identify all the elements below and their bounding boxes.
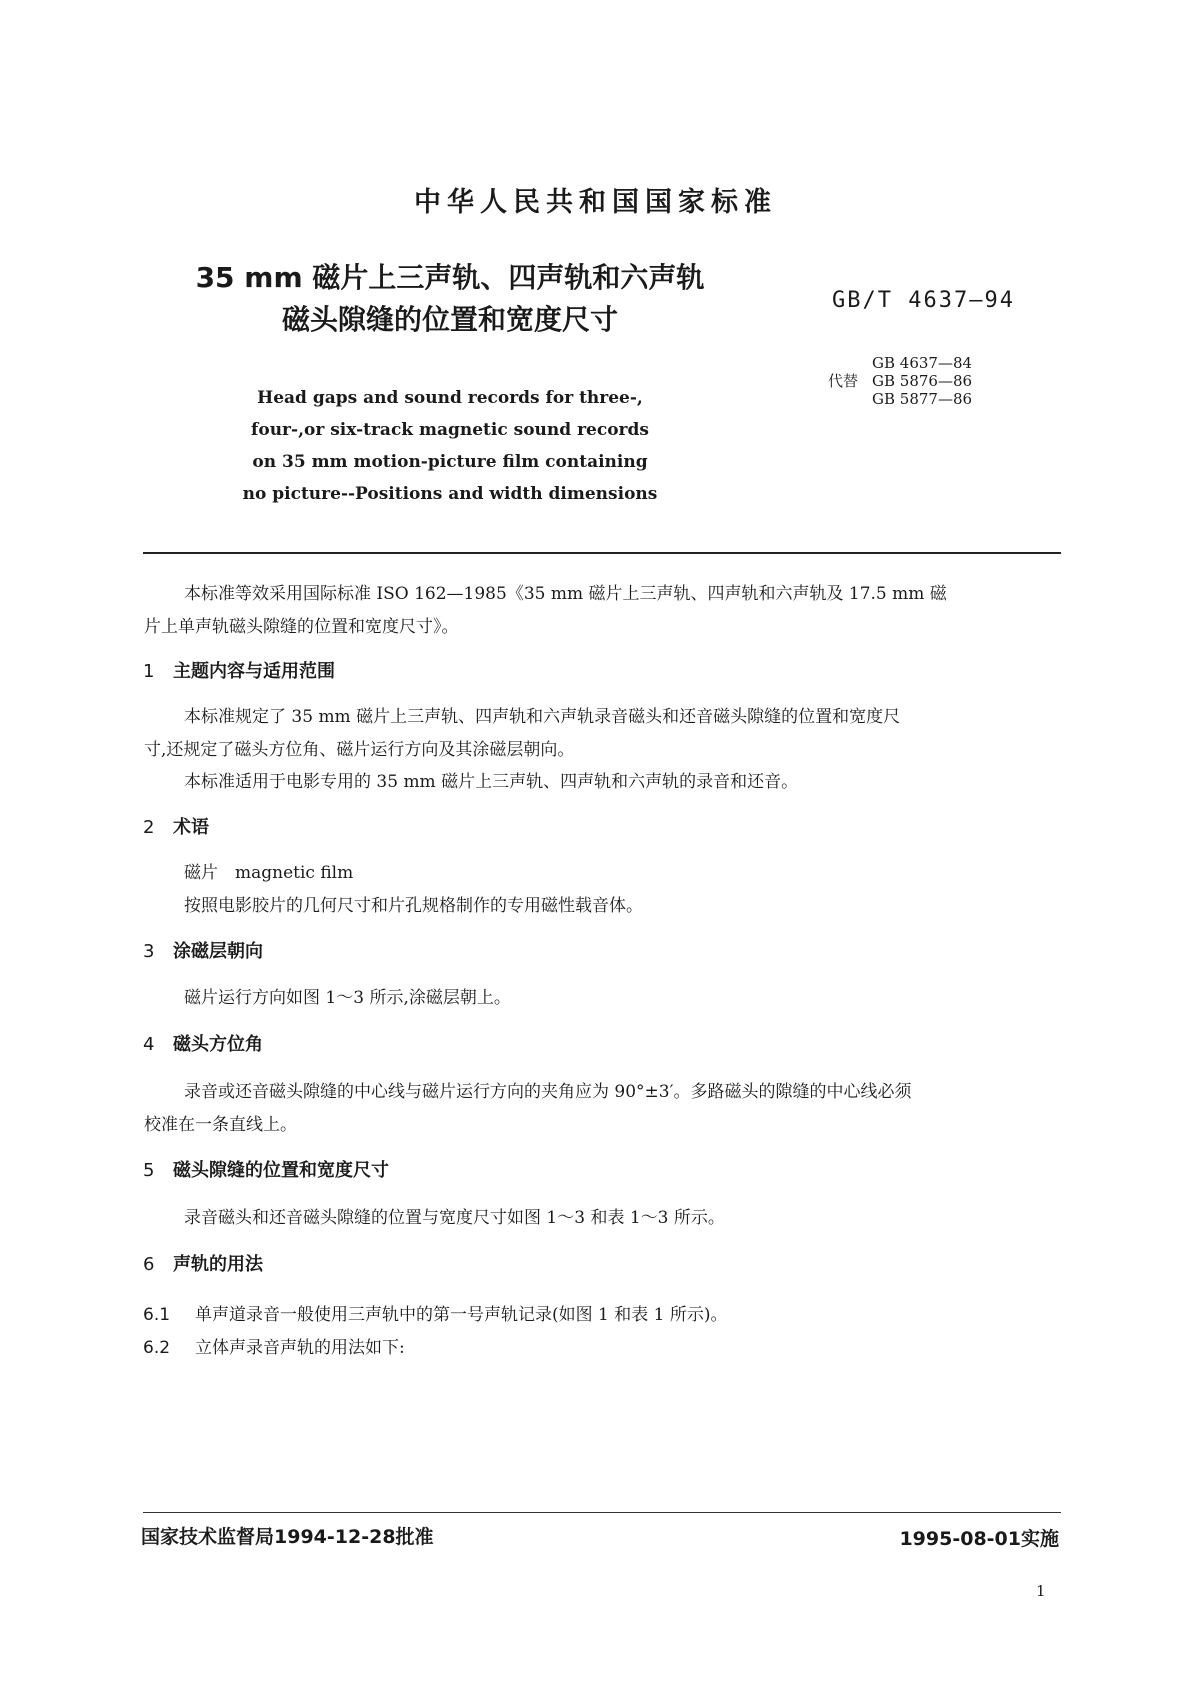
section-number: 5 — [143, 1160, 155, 1181]
section-heading — [143, 1250, 263, 1276]
subsection-number: 6.2 — [143, 1338, 171, 1358]
paragraph-line: 校准在一条直线上。 — [144, 1115, 297, 1135]
paragraph-line: 本标准规定了 35 mm 磁片上三声轨、四声轨和六声轨录音磁头和还音磁头隙缝的位置和宽度尺 — [184, 707, 901, 727]
title-en — [150, 382, 750, 510]
subsection — [143, 1300, 728, 1325]
page-number: 1 — [1036, 1582, 1046, 1600]
section-number: 1 — [143, 661, 155, 682]
subsection-text: 立体声录音声轨的用法如下: — [195, 1338, 405, 1358]
section-paragraph — [144, 1076, 912, 1142]
subsection-text: 单声道录音一般使用三声轨中的第一号声轨记录(如图 1 和表 1 所示)。 — [195, 1305, 728, 1325]
title-en-line: on 35 mm motion-picture film containing — [252, 452, 648, 472]
standard-number: GB/T 4637—94 — [832, 288, 1015, 313]
approval-date: 国家技术监督局1994-12-28批准 — [141, 1526, 434, 1548]
section-heading — [143, 1156, 389, 1182]
paragraph-line: 按照电影胶片的几何尺寸和片孔规格制作的专用磁性载音体。 — [184, 896, 643, 916]
section-title: 术语 — [173, 817, 209, 838]
section-number: 4 — [143, 1034, 155, 1055]
paragraph-line: 磁片 magnetic film — [184, 863, 354, 883]
replaced-standard: GB 5877—86 — [872, 390, 973, 408]
intro-line: 片上单声轨磁头隙缝的位置和宽度尺寸》。 — [144, 617, 459, 637]
replaces-label: 代替 — [828, 372, 859, 390]
subsection-number: 6.1 — [143, 1305, 171, 1325]
section-number: 6 — [143, 1254, 155, 1275]
section-title: 磁头方位角 — [173, 1034, 263, 1055]
section-number: 2 — [143, 817, 155, 838]
section-paragraph — [184, 890, 643, 923]
paragraph-line: 磁片运行方向如图 1～3 所示,涂磁层朝上。 — [184, 988, 511, 1008]
document-header: 中华人民共和国国家标准 — [414, 187, 777, 218]
header-divider — [143, 552, 1061, 554]
replaces-codes — [872, 354, 972, 408]
section-paragraph — [184, 1202, 725, 1235]
section-title: 涂磁层朝向 — [173, 941, 263, 962]
paragraph-line: 录音磁头和还音磁头隙缝的位置与宽度尺寸如图 1～3 和表 1～3 所示。 — [184, 1208, 725, 1228]
section-paragraph — [184, 766, 798, 799]
title-en-line: no picture--Positions and width dimensions — [242, 484, 658, 504]
section-heading — [143, 937, 263, 963]
section-paragraph — [144, 701, 901, 767]
section-paragraph — [184, 857, 353, 890]
replaced-standard: GB 4637—84 — [872, 354, 973, 372]
intro-line: 本标准等效采用国际标准 ISO 162—1985《35 mm 磁片上三声轨、四声轨和六声轨及 17.5 mm 磁 — [184, 584, 947, 604]
section-heading — [143, 1030, 263, 1056]
section-title: 声轨的用法 — [173, 1254, 263, 1275]
title-cn-line-1: 35 mm 磁片上三声轨、四声轨和六声轨 — [195, 261, 705, 294]
paragraph-line: 寸,还规定了磁头方位角、磁片运行方向及其涂磁层朝向。 — [144, 740, 575, 760]
replaced-standard: GB 5876—86 — [872, 372, 973, 390]
section-title: 磁头隙缝的位置和宽度尺寸 — [173, 1160, 389, 1181]
section-number: 3 — [143, 941, 155, 962]
section-heading — [143, 813, 209, 839]
subsection — [143, 1333, 405, 1358]
footer-divider — [143, 1512, 1061, 1513]
intro-paragraph — [144, 578, 947, 644]
title-en-line: Head gaps and sound records for three-, — [257, 388, 643, 408]
section-title: 主题内容与适用范围 — [173, 661, 335, 682]
title-cn-line-2: 磁头隙缝的位置和宽度尺寸 — [281, 303, 618, 336]
paragraph-line: 本标准适用于电影专用的 35 mm 磁片上三声轨、四声轨和六声轨的录音和还音。 — [184, 772, 799, 792]
title-en-line: four-,or six-track magnetic sound records — [251, 420, 649, 440]
section-paragraph — [184, 982, 511, 1015]
section-heading — [143, 657, 335, 683]
paragraph-line: 录音或还音磁头隙缝的中心线与磁片运行方向的夹角应为 90°±3′。多路磁头的隙缝的中心线必须 — [184, 1082, 912, 1102]
implementation-date: 1995-08-01实施 — [899, 1528, 1059, 1550]
